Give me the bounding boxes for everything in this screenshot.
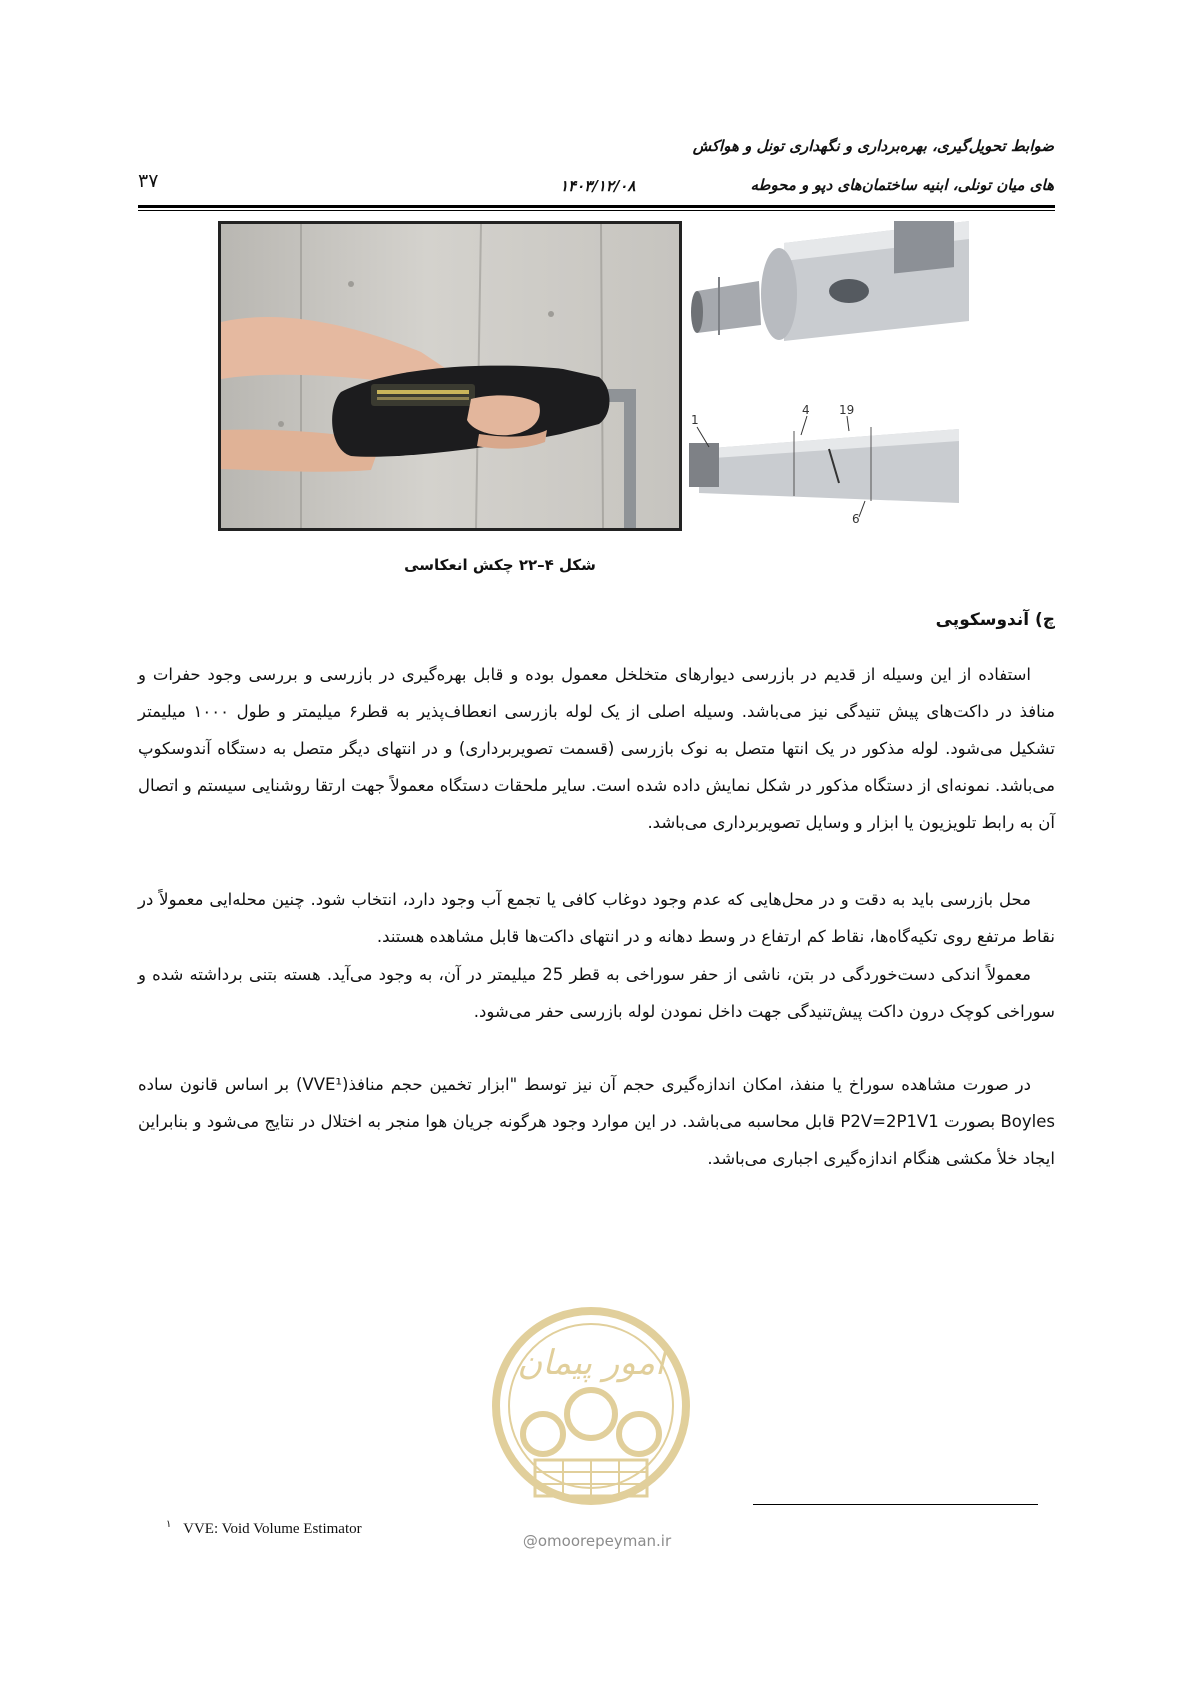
body-paragraph-3: معمولاً اندکی دست‌خوردگی در بتن، ناشی از حفر سوراخی به قطر 25 میلیمتر در آن، به وجود می‌آید. هسته بتنی برداشته شده و سوراخی کوچک درون داکت پیش‌تنیدگی جهت داخل نمودن لوله بازرسی حفر می‌شود. bbox=[138, 965, 1055, 1021]
header-date: ۱۴۰۳/۱۲/۰۸ bbox=[560, 177, 636, 195]
callout-1: 1 bbox=[691, 413, 699, 427]
rebound-hammer-drawings bbox=[689, 221, 969, 531]
watermark-seal-icon bbox=[487, 1302, 695, 1520]
callout-4: 4 bbox=[802, 403, 810, 417]
header-title-line1: ضوابط تحویل‌گیری، بهره‌برداری و نگهداری تونل و هواکش bbox=[692, 137, 1054, 155]
header-rule-thick bbox=[138, 205, 1055, 208]
header-rule-thin bbox=[138, 210, 1055, 211]
footnote-text: VVE: Void Volume Estimator bbox=[183, 1521, 362, 1537]
page-number: ۳۷ bbox=[138, 170, 159, 192]
callout-6: 6 bbox=[852, 512, 860, 526]
footnote bbox=[166, 1519, 362, 1538]
footnote-rule bbox=[753, 1504, 1038, 1505]
section-heading: چ) آندوسکوپی bbox=[935, 610, 1055, 630]
body-paragraph-1: استفاده از این وسیله از قدیم در بازرسی دیوارهای متخلخل معمول بوده و قابل بهره‌گیری در بازرسی و بررسی وجود حفرات و منافذ در داکت‌های پیش تنیدگی نیز می‌باشد. وسیله اصلی از یک لوله بازرسی انعطاف‌پذیر به قطر۶ میلیمتر و طول ۱۰۰۰ میلیمتر تشکیل می‌شود. لوله مذکور در یک انتها متصل به نوک بازرسی (قسمت تصویربرداری) و در انتهای دیگر متصل به دستگاه آندوسکوپ می‌باشد. نمونه‌ای از دستگاه مذکور در شکل نمایش داده شده است. سایر ملحقات دستگاه معمولاً جهت ارتقا روشنایی سیستم و اتصال آن به رابط تلویزیون یا ابزار و وسایل تصویربرداری می‌باشد. bbox=[138, 665, 1055, 832]
figure-device-closeup bbox=[689, 221, 969, 531]
watermark-url: @omoorepeyman.ir bbox=[522, 1532, 672, 1550]
body-paragraph-2: محل بازرسی باید به دقت و در محل‌هایی که عدم وجود دوغاب کافی یا تجمع آب وجود دارد، انتخاب شود. چنین محله‌ایی معمولاً در نقاط مرتفع روی تکیه‌گاه‌ها، نقاط کم ارتفاع در وسط دهانه و در انتهای داکت‌ها قابل مشاهده هستند. bbox=[138, 890, 1055, 946]
footnote-mark: ۱ bbox=[166, 1519, 172, 1530]
figure-photo-hands bbox=[218, 221, 682, 531]
figure-caption: شکل ۴–۲۲ چکش انعکاسی bbox=[404, 556, 596, 574]
body-paragraph-4: در صورت مشاهده سوراخ یا منفذ، امکان اندازه‌گیری حجم آن نیز توسط "ابزار تخمین حجم منافذ(VVE¹) بر اساس قانون ساده Boyles بصورت P2V=2P1V1 قابل محاسبه می‌باشد. در این موارد وجود هرگونه جریان هوا منجر به اختلال در نتایج می‌شود و بنابراین ایجاد خلأ مکشی هنگام اندازه‌گیری اجباری می‌باشد. bbox=[138, 1075, 1055, 1168]
header-title-line2: های میان تونلی، ابنیه ساختمان‌های دپو و محوطه bbox=[750, 176, 1054, 194]
watermark-logo bbox=[487, 1302, 695, 1520]
rebound-hammer-photo bbox=[221, 224, 679, 528]
watermark-logo-text: امور پیمان bbox=[517, 1343, 665, 1383]
callout-19: 19 bbox=[839, 403, 855, 417]
